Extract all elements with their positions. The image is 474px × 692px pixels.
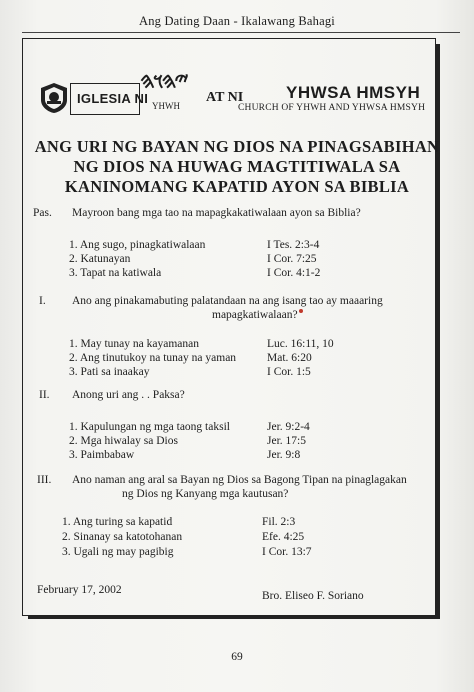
list-item: 1. Kapulungan ng mga taong taksil (69, 421, 230, 433)
bible-reference: I Cor. 7:25 (267, 253, 317, 265)
org-name-english: CHURCH OF YHWH AND YHWSA HMSYH (238, 103, 426, 113)
org-name-left: IGLESIA NI (77, 91, 149, 106)
bible-reference: Jer. 17:5 (267, 435, 306, 447)
lesson-date: February 17, 2002 (37, 584, 122, 596)
bible-reference: I Cor. 13:7 (262, 546, 312, 558)
bible-reference: Jer. 9:2-4 (267, 421, 310, 433)
section-label: III. (37, 474, 52, 486)
list-item: 2. Mga hiwalay sa Dios (69, 435, 178, 447)
list-item: 3. Paimbabaw (69, 449, 135, 461)
page-number: 69 (231, 651, 243, 663)
section-question: Mayroon bang mga tao na mapagkakatiwalaan ayon sa Biblia? (72, 207, 361, 219)
header-rule (22, 32, 460, 33)
lesson-author: Bro. Eliseo F. Soriano (262, 590, 364, 602)
list-item: 3. Tapat na katiwala (69, 267, 162, 279)
hebrew-name-glyphs: 𐤉𐤄𐤅𐤄 (140, 68, 187, 93)
bible-reference: Mat. 6:20 (267, 352, 312, 364)
section-question: Ano naman ang aral sa Bayan ng Dios sa Bagong Tipan na pinaglagakan (72, 474, 407, 486)
running-head: Ang Dating Daan - Ikalawang Bahagi (139, 14, 335, 28)
list-item: 3. Ugali ng may pagibig (62, 546, 174, 558)
church-seal-icon (40, 82, 68, 114)
section-label: II. (39, 389, 50, 401)
section-question-cont: mapagkatiwalaan? (212, 309, 298, 321)
bible-reference: Jer. 9:8 (267, 449, 301, 461)
section-question: Anong uri ang . . Paksa? (72, 389, 185, 401)
red-mark (299, 309, 303, 313)
list-item: 2. Sinanay sa katotohanan (62, 531, 183, 543)
list-item: 1. Ang turing sa kapatid (62, 516, 173, 528)
list-item: 2. Katunayan (69, 253, 131, 265)
frame-shadow-bottom (28, 615, 440, 619)
section-label: I. (39, 295, 46, 307)
bible-reference: Luc. 16:11, 10 (267, 338, 334, 350)
org-name-at-ni: AT NI (206, 90, 244, 105)
section-label: Pas. (33, 207, 52, 219)
section-question-cont: ng Dios ng Kanyang mga kautusan? (122, 488, 289, 500)
content-frame (22, 38, 436, 616)
bible-reference: I Cor. 1:5 (267, 366, 311, 378)
bible-reference: I Cor. 4:1-2 (267, 267, 321, 279)
section-question: Ano ang pinakamabuting palatandaan na ang isang tao ay maaaring (72, 295, 383, 307)
title-line-1: ANG URI NG BAYAN NG DIOS NA PINAGSABIHAN (34, 137, 440, 156)
title-line-3: KANINOMANG KAPATID AYON SA BIBLIA (64, 177, 410, 196)
bible-reference: I Tes. 2:3-4 (267, 239, 320, 251)
list-item: 2. Ang tinutukoy na tunay na yaman (69, 352, 237, 364)
list-item: 1. Ang sugo, pinagkatiwalaan (69, 239, 206, 251)
list-item: 1. May tunay na kayamanan (69, 338, 199, 350)
frame-shadow-right (436, 44, 440, 618)
list-item: 3. Pati sa inaakay (69, 366, 150, 378)
bible-reference: Efe. 4:25 (262, 531, 305, 543)
bible-reference: Fil. 2:3 (262, 516, 296, 528)
yhwh-caption: YHWH (152, 101, 180, 111)
org-name-right: YHWSA HMSYH (286, 83, 421, 102)
title-line-2: NG DIOS NA HUWAG MAGTITIWALA SA (73, 157, 401, 176)
